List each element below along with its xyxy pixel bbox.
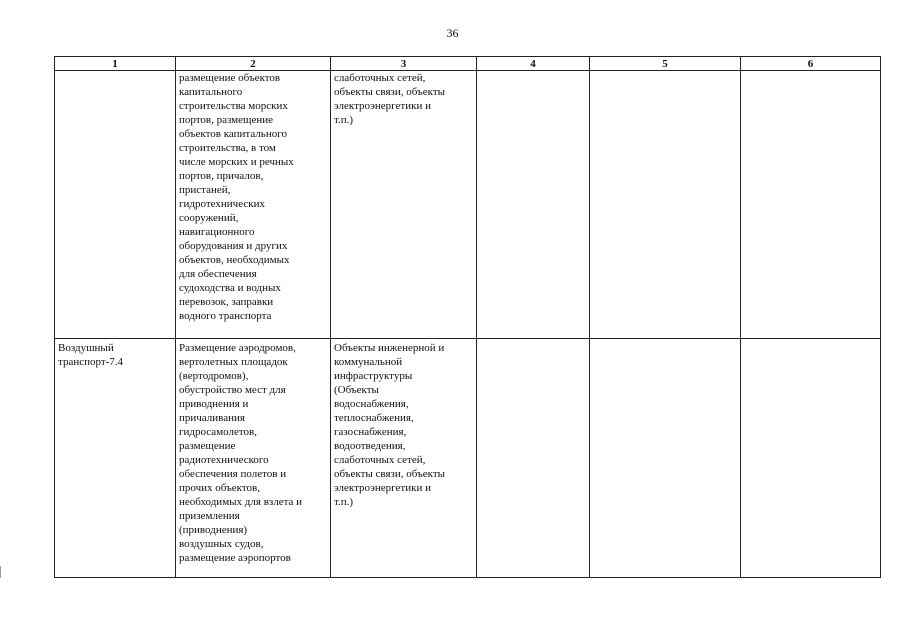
table-row [55,71,881,339]
margin-mark [0,566,6,578]
cell-description: размещение объектов капитального строительства морских портов, размещение объектов капитального строительства, в том числе морских и речных портов, причалов, пристаней, гидротехнических сооружений, навигационного оборудования и других объектов, необходимых для обеспечения судоходства и водных перевозок, заправки водного транспорта [176,71,331,339]
column-header-5: 5 [590,57,741,71]
column-header-4: 4 [477,57,590,71]
cell-col6 [741,71,881,339]
page-number: 36 [446,26,459,40]
regulations-table [54,56,881,578]
column-header-1: 1 [55,57,176,71]
column-header-2: 2 [176,57,331,71]
cell-use-type: Воздушный транспорт-7.4 [55,339,176,578]
column-header-3: 3 [331,57,477,71]
column-header-6: 6 [741,57,881,71]
table-row [55,339,881,578]
cell-auxiliary-use: слаботочных сетей, объекты связи, объекты электроэнергетики и т.п.) [331,71,477,339]
table-header-row [55,57,881,71]
cell-col6 [741,339,881,578]
cell-col5 [590,339,741,578]
cell-use-type [55,71,176,339]
cell-description: Размещение аэродромов, вертолетных площадок (вертодромов), обустройство мест для приводнения и причаливания гидросамолетов, размещение радиотехнического обеспечения полетов и прочих объектов, необходимых для взлета и приземления (приводнения) воздушных судов, размещение аэропортов [176,339,331,578]
cell-col5 [590,71,741,339]
cell-col4 [477,71,590,339]
cell-col4 [477,339,590,578]
cell-auxiliary-use: Объекты инженерной и коммунальной инфраструктуры (Объекты водоснабжения, теплоснабжения, газоснабжения, водоотведения, слаботочных сетей, объекты связи, объекты электроэнергетики и т.п.) [331,339,477,578]
